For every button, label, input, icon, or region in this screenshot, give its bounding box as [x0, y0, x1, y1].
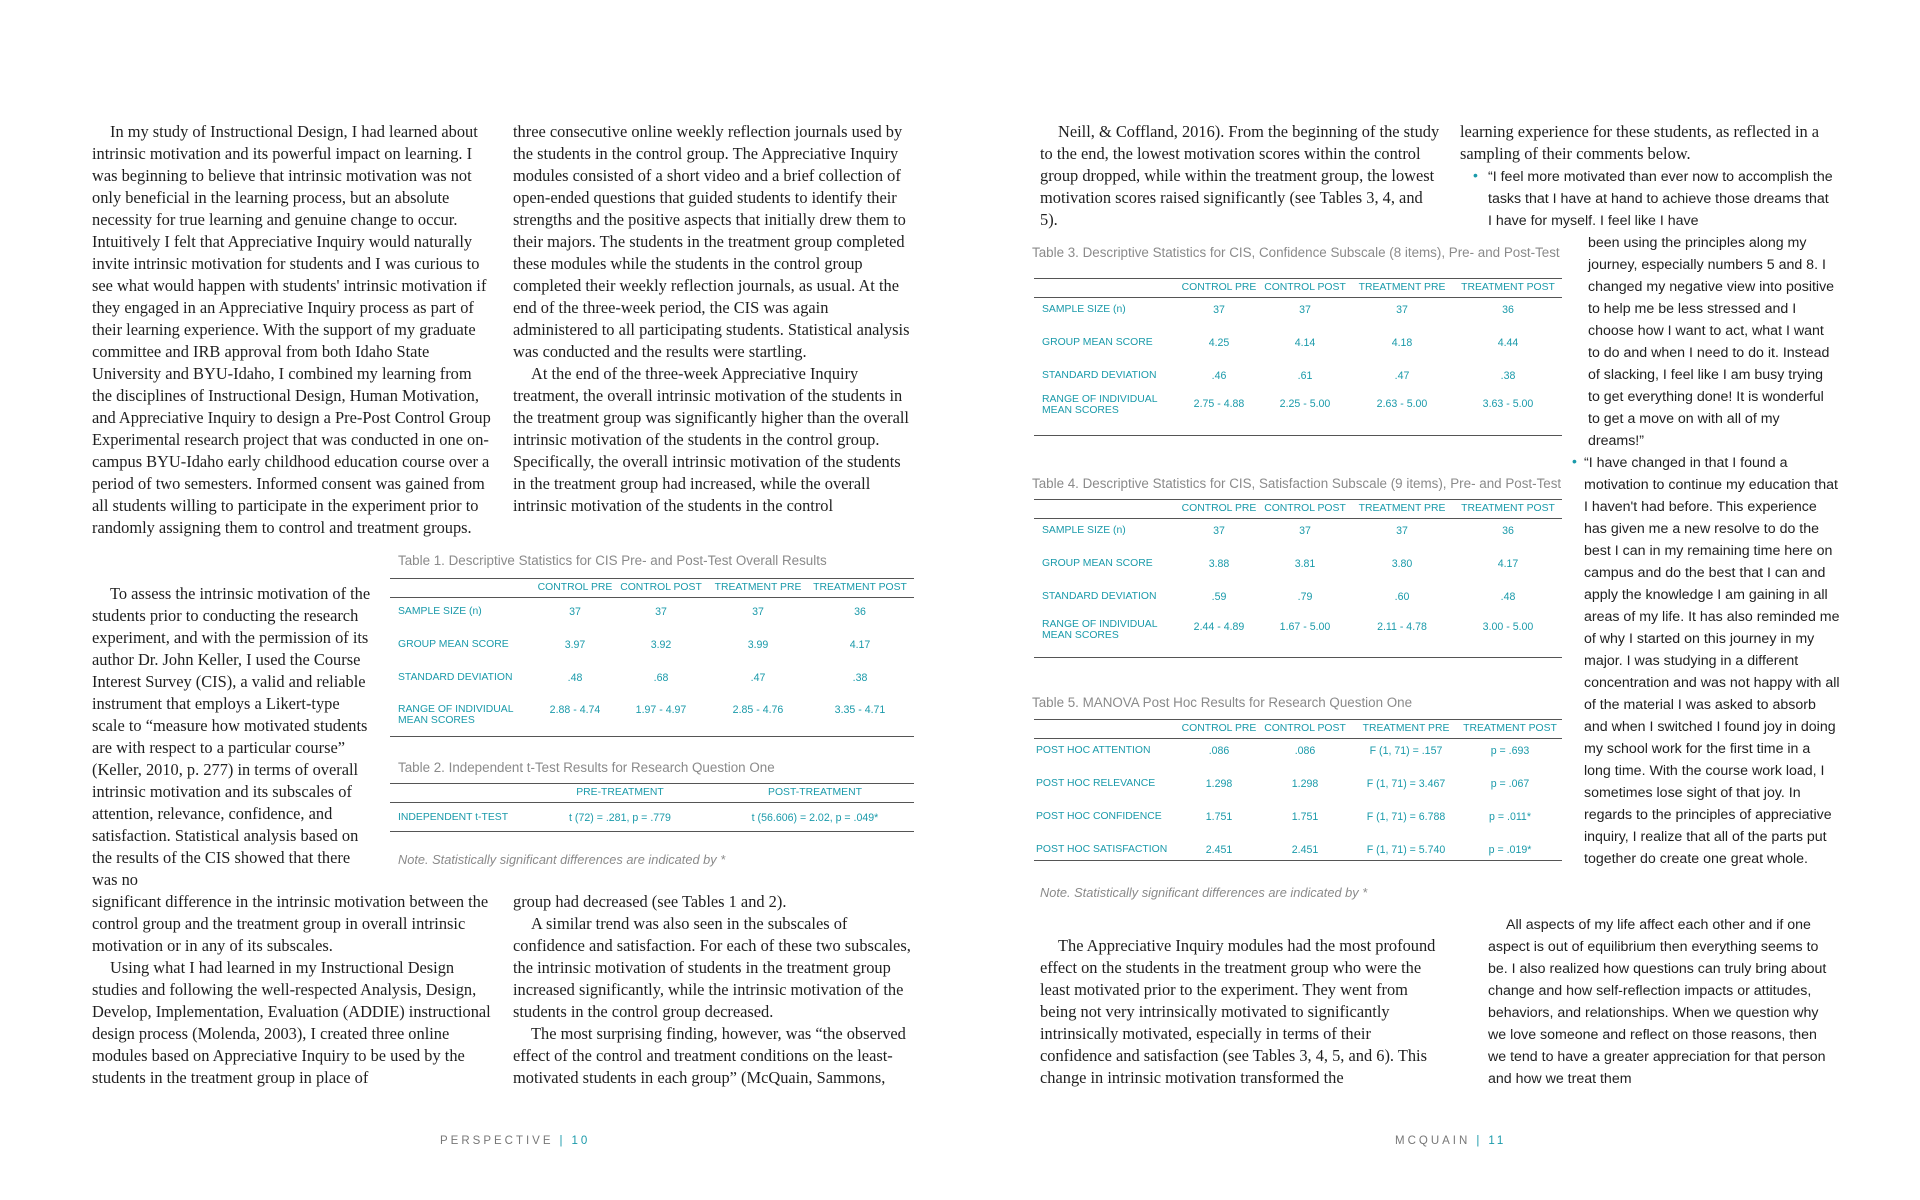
cell: F (1, 71) = 6.788 — [1366, 811, 1446, 823]
table5-bottom-rule — [1034, 860, 1562, 861]
cell: 3.92 — [650, 639, 672, 651]
folio-page-number: 10 — [571, 1135, 591, 1147]
folio-separator: | — [1476, 1135, 1483, 1147]
cell: 36 — [854, 606, 866, 618]
cell: .38 — [852, 672, 868, 684]
cell: 2.11 - 4.78 — [1377, 621, 1427, 633]
cell: 37 — [1213, 525, 1225, 537]
row-label: SAMPLE SIZE (n) — [1042, 304, 1126, 315]
cell: 4.25 — [1208, 337, 1230, 349]
row-label: STANDARD DEVIATION — [398, 672, 513, 683]
paragraph: learning experience for these students, as reflected in a sampling of their comments below. — [1460, 122, 1820, 163]
cell: 3.00 - 5.00 — [1482, 621, 1534, 633]
table4 — [1034, 499, 1562, 659]
table3-header-cell: CONTROL POST — [1264, 282, 1346, 293]
quote1-side — [1588, 232, 1838, 452]
cell: 3.81 — [1294, 558, 1316, 570]
cell: 1.298 — [1291, 778, 1319, 790]
table3-header-cell: TREATMENT PRE — [1358, 282, 1446, 293]
table5 — [1034, 719, 1562, 861]
cell: 3.63 - 5.00 — [1482, 398, 1534, 410]
table4-header-cell: TREATMENT PRE — [1358, 503, 1446, 514]
table3-row — [1034, 329, 1562, 359]
cell: .61 — [1297, 370, 1313, 382]
cell: 2.451 — [1205, 844, 1233, 856]
table1-title: Table 1. Descriptive Statistics for CIS Pre- and Post-Test Overall Results — [398, 553, 827, 568]
table1-bottom-rule — [390, 736, 914, 737]
cell: 37 — [1396, 304, 1408, 316]
row-label: GROUP MEAN SCORE — [1042, 337, 1153, 348]
paragraph: group had decreased (see Tables 1 and 2). — [513, 892, 787, 911]
table2-header-cell: POST-TREATMENT — [768, 787, 862, 798]
row-label: GROUP MEAN SCORE — [1042, 558, 1153, 569]
table3-title: Table 3. Descriptive Statistics for CIS, Confidence Subscale (8 items), Pre- and Post-Test — [1032, 245, 1560, 260]
cell: 1.298 — [1205, 778, 1233, 790]
cell: 3.80 — [1391, 558, 1413, 570]
row-label: POST HOC CONFIDENCE — [1036, 811, 1162, 822]
cell: 1.67 - 5.00 — [1279, 621, 1331, 633]
cell: 2.44 - 4.89 — [1193, 621, 1245, 633]
table4-header-cell: CONTROL POST — [1264, 503, 1346, 514]
table1-row — [390, 696, 914, 726]
cell: 37 — [1299, 304, 1311, 316]
left-folio — [440, 1135, 590, 1147]
quote-text: “I have changed in that I found a motivation to continue my education that I haven't had before. This experience has given me a new resolve to do the best I can in my remaining time here on campus and do the best that I can and apply the knowledge I am gaining in all areas of my life. It has also reminded me of why I started on this journey in my major. I was studying in a different concentration and was not happy with all of the material I was asked to absorb and when I switched I found joy in doing my school work for the first time in a long time. With the course work load, I sometimes lose sight of that joy. In regards to the principles of appreciative inquiry, I realize that all of the parts put together do create one great whole. — [1584, 455, 1840, 867]
table1-header-cell: TREATMENT POST — [813, 582, 907, 593]
right-col1-top — [1040, 121, 1440, 231]
table5-row — [1034, 770, 1562, 800]
cell: F (1, 71) = .157 — [1369, 745, 1443, 757]
cell: .79 — [1297, 591, 1313, 603]
cell: 1.97 - 4.97 — [635, 704, 687, 716]
paragraph: A similar trend was also seen in the subscales of confidence and satisfaction. For each of these two subscales, the intrinsic motivation of students in the treatment group increased significantly, while the intrinsic motivation of the students in the control group decreased. — [513, 914, 911, 1021]
quote-text: “I feel more motivated than ever now to accomplish the tasks that I have at hand to achieve those dreams that I have for myself. I feel like I have — [1488, 169, 1833, 229]
table1-header-cell: TREATMENT PRE — [714, 582, 802, 593]
table3-bottom-rule — [1034, 435, 1562, 436]
table4-row — [1034, 583, 1562, 613]
row-label: RANGE OF INDIVIDUAL MEAN SCORES — [1042, 619, 1158, 641]
cell: p = .067 — [1490, 778, 1530, 790]
left-col1-top — [92, 121, 492, 539]
table3-row — [1034, 386, 1562, 416]
paragraph: significant difference in the intrinsic motivation between the control group and the treatment group in overall intrinsic motivation or in any of its subscales. — [92, 892, 489, 955]
cell: p = .693 — [1490, 745, 1530, 757]
paragraph: In my study of Instructional Design, I had learned about intrinsic motivation and its powerful impact on learning. I was beginning to believe that intrinsic motivation was not only beneficial in the learning process, but an absolute necessity for true learning and genuine change to occur. Intuitively I felt that Appreciative Inquiry would naturally invite intrinsic motivation for students and I was curious to see what would happen with students' intrinsic motivation if they engaged in an Appreciative Inquiry process as part of their learning experience. With the support of my graduate committee and IRB approval from both Idaho State University and BYU-Idaho, I combined my learning from the disciplines of Instructional Design, Human Motivation, and Appreciative Inquiry to design a Pre-Post Control Group Experimental research project that was conducted in one on-campus BYU-Idaho early childhood education course over a period of two semesters. Informed consent was gained from all students willing to participate in the experiment prior to randomly assigning them to control and treatment groups. — [92, 122, 491, 537]
cell: t (56.606) = 2.02, p = .049* — [751, 812, 879, 824]
left-col2-top — [513, 121, 917, 517]
table4-header-cell: TREATMENT POST — [1461, 503, 1555, 514]
cell: 37 — [655, 606, 667, 618]
row-label: GROUP MEAN SCORE — [398, 639, 509, 650]
table5-header-cell: TREATMENT POST — [1463, 723, 1557, 734]
cell: 2.25 - 5.00 — [1279, 398, 1331, 410]
table2-bottom-rule — [390, 831, 914, 832]
cell: 4.17 — [849, 639, 871, 651]
row-label: RANGE OF INDIVIDUAL MEAN SCORES — [1042, 394, 1158, 416]
cell: .48 — [567, 672, 583, 684]
table1-row — [390, 598, 914, 628]
cell: p = .019* — [1488, 844, 1532, 856]
cell: 4.17 — [1497, 558, 1519, 570]
cell: 37 — [1396, 525, 1408, 537]
cell: F (1, 71) = 3.467 — [1366, 778, 1446, 790]
cell: t (72) = .281, p = .779 — [569, 812, 671, 824]
table5-row — [1034, 737, 1562, 767]
table4-row — [1034, 611, 1562, 641]
cell: .46 — [1211, 370, 1227, 382]
cell: 37 — [1213, 304, 1225, 316]
left-col1-bottom — [92, 891, 492, 1089]
cell: 36 — [1502, 525, 1514, 537]
cell: .68 — [653, 672, 669, 684]
table1-row — [390, 664, 914, 694]
table4-header-cell: CONTROL PRE — [1181, 503, 1257, 514]
cell: 4.18 — [1391, 337, 1413, 349]
bullet-dot-icon: • — [1572, 453, 1577, 469]
cell: 3.35 - 4.71 — [834, 704, 886, 716]
table2-header-cell: PRE-TREATMENT — [576, 787, 664, 798]
table3-row — [1034, 296, 1562, 326]
bullet-dot-icon: • — [1473, 167, 1478, 183]
cell: p = .011* — [1489, 811, 1531, 823]
quote-text: been using the principles along my journey, especially numbers 5 and 8. I changed my negative view into positive to help me be less stressed and I choose how I want to act, what I want to do and when I need to do it. Instead of slacking, I feel like I am busy trying to get everything done! It is wonderful to get a move on with all of my dreams!” — [1588, 235, 1835, 449]
cell: 2.63 - 5.00 — [1376, 398, 1428, 410]
quote2-side — [1584, 452, 1840, 870]
table4-bottom-rule — [1034, 657, 1562, 658]
table2-title: Table 2. Independent t-Test Results for Research Question One — [398, 760, 775, 775]
table3-header-cell: TREATMENT POST — [1461, 282, 1555, 293]
cell: 2.75 - 4.88 — [1193, 398, 1245, 410]
paragraph: To assess the intrinsic motivation of the students prior to conducting the research experiment, and with the permission of its author Dr. John Keller, I used the Course Interest Survey (CIS), a valid and reliable instrument that employs a Likert-type scale to “measure how motivated students are with respect to a particular course” (Keller, 2010, p. 277) in terms of overall intrinsic motivation and its subscales of attention, relevance, confidence, and satisfaction. Statistical analysis based on the results of the CIS showed that there was no — [92, 584, 371, 889]
paragraph: The most surprising finding, however, was “the observed effect of the control and treatment conditions on the least-motivated students in each group” (McQuain, Sammons, — [513, 1024, 906, 1087]
cell: .47 — [750, 672, 766, 684]
row-label: POST HOC RELEVANCE — [1036, 778, 1156, 789]
table5-title: Table 5. MANOVA Post Hoc Results for Research Question One — [1032, 695, 1413, 710]
cell: 3.99 — [747, 639, 769, 651]
cell: 3.97 — [564, 639, 586, 651]
cell: .47 — [1394, 370, 1410, 382]
left-col1-wrap — [92, 583, 374, 891]
cell: F (1, 71) = 5.740 — [1366, 844, 1446, 856]
table1-header-cell: CONTROL PRE — [537, 582, 613, 593]
quote2-bottom — [1488, 914, 1833, 1090]
paragraph: Using what I had learned in my Instructional Design studies and following the well-respected Analysis, Design, Develop, Implementation, Evaluation (ADDIE) instructional design process (Molenda, 2003), I created three online modules based on Appreciative Inquiry to be used by the students in the treatment group in place of — [92, 958, 491, 1087]
folio-page-number: 11 — [1488, 1135, 1507, 1147]
paragraph: three consecutive online weekly reflection journals used by the students in the control group. The Appreciative Inquiry modules consisted of a short video and a brief collection of open-ended questions that guided students to identify their strengths and the positive aspects that initially drew them to their majors. The students in the treatment group completed these modules while the students in the control group completed their weekly reflection journals, as usual. At the end of the three-week period, the CIS was again administered to all participating students. Statistical analysis was conducted and the results were startling. — [513, 122, 910, 361]
right-col1-bottom — [1040, 935, 1440, 1089]
table2-row — [390, 803, 914, 833]
cell: 37 — [1299, 525, 1311, 537]
cell: .086 — [1208, 745, 1230, 757]
cell: .086 — [1294, 745, 1316, 757]
table5-row — [1034, 803, 1562, 833]
table5-header-cell: CONTROL POST — [1264, 723, 1346, 734]
cell: .48 — [1500, 591, 1516, 603]
folio-name: MCQUAIN — [1395, 1135, 1471, 1147]
paragraph: At the end of the three-week Appreciative Inquiry treatment, the overall intrinsic motivation of the students in the treatment group was significantly higher than the overall intrinsic motivation of the students in the control group. Specifically, the overall intrinsic motivation of the students in the treatment group had increased, while the overall intrinsic motivation of the students in the control — [513, 364, 909, 515]
table5-note: Note. Statistically significant differences are indicated by * — [1040, 885, 1368, 900]
folio-name: PERSPECTIVE — [440, 1135, 554, 1147]
cell: 2.88 - 4.74 — [549, 704, 601, 716]
cell: 1.751 — [1205, 811, 1233, 823]
cell: 1.751 — [1291, 811, 1319, 823]
table1 — [390, 578, 914, 738]
row-label: RANGE OF INDIVIDUAL MEAN SCORES — [398, 704, 514, 726]
cell: 2.451 — [1291, 844, 1319, 856]
table1-row — [390, 631, 914, 661]
table5-header-cell: CONTROL PRE — [1181, 723, 1257, 734]
right-col2-intro — [1460, 121, 1840, 165]
table3-header-cell: CONTROL PRE — [1181, 282, 1257, 293]
cell: 2.85 - 4.76 — [732, 704, 784, 716]
table2 — [390, 783, 914, 833]
table5-header-cell: TREATMENT PRE — [1362, 723, 1450, 734]
cell: 4.44 — [1497, 337, 1519, 349]
quote1-top — [1488, 166, 1833, 232]
table4-row — [1034, 550, 1562, 580]
row-label: INDEPENDENT t-TEST — [398, 812, 509, 823]
cell: 37 — [752, 606, 764, 618]
cell: 36 — [1502, 304, 1514, 316]
cell: .60 — [1394, 591, 1410, 603]
row-label: POST HOC ATTENTION — [1036, 745, 1151, 756]
cell: .59 — [1211, 591, 1227, 603]
table4-title: Table 4. Descriptive Statistics for CIS, Satisfaction Subscale (9 items), Pre- and Post-Test — [1032, 476, 1562, 491]
paragraph: Neill, & Coffland, 2016). From the beginning of the study to the end, the lowest motivation scores within the control group dropped, while within the treatment group, the lowest motivation scores raised significantly (see Tables 3, 4, and 5). — [1040, 122, 1440, 229]
table1-header-cell: CONTROL POST — [620, 582, 702, 593]
paragraph: The Appreciative Inquiry modules had the most profound effect on the students in the treatment group who were the least motivated prior to the experiment. They went from being not very intrinsically motivated to significantly intrinsically motivated, especially in terms of their confidence and satisfaction (see Tables 3, 4, 5, and 6). This change in intrinsic motivation transformed the — [1040, 936, 1436, 1087]
cell: 4.14 — [1294, 337, 1316, 349]
table2-note: Note. Statistically significant differences are indicated by * — [398, 852, 726, 867]
row-label: POST HOC SATISFACTION — [1036, 844, 1168, 855]
quote-text: All aspects of my life affect each other and if one aspect is out of equilibrium then everything seems to be. I also realized how questions can truly bring about change and how self-reflection impacts or attitudes, behaviors, and relationships. When we question why we love someone and reflect on those reasons, then we tend to have a greater appreciation for that person and how we treat them — [1488, 917, 1827, 1087]
row-label: STANDARD DEVIATION — [1042, 591, 1157, 602]
cell: .38 — [1500, 370, 1516, 382]
row-label: STANDARD DEVIATION — [1042, 370, 1157, 381]
row-label: SAMPLE SIZE (n) — [1042, 525, 1126, 536]
cell: 37 — [569, 606, 581, 618]
table3 — [1034, 278, 1562, 440]
row-label: SAMPLE SIZE (n) — [398, 606, 482, 617]
left-col2-bottom — [513, 891, 917, 1089]
cell: 3.88 — [1208, 558, 1230, 570]
table5-row — [1034, 836, 1562, 866]
table4-row — [1034, 517, 1562, 547]
right-folio — [1395, 1135, 1506, 1147]
folio-separator: | — [559, 1135, 566, 1147]
